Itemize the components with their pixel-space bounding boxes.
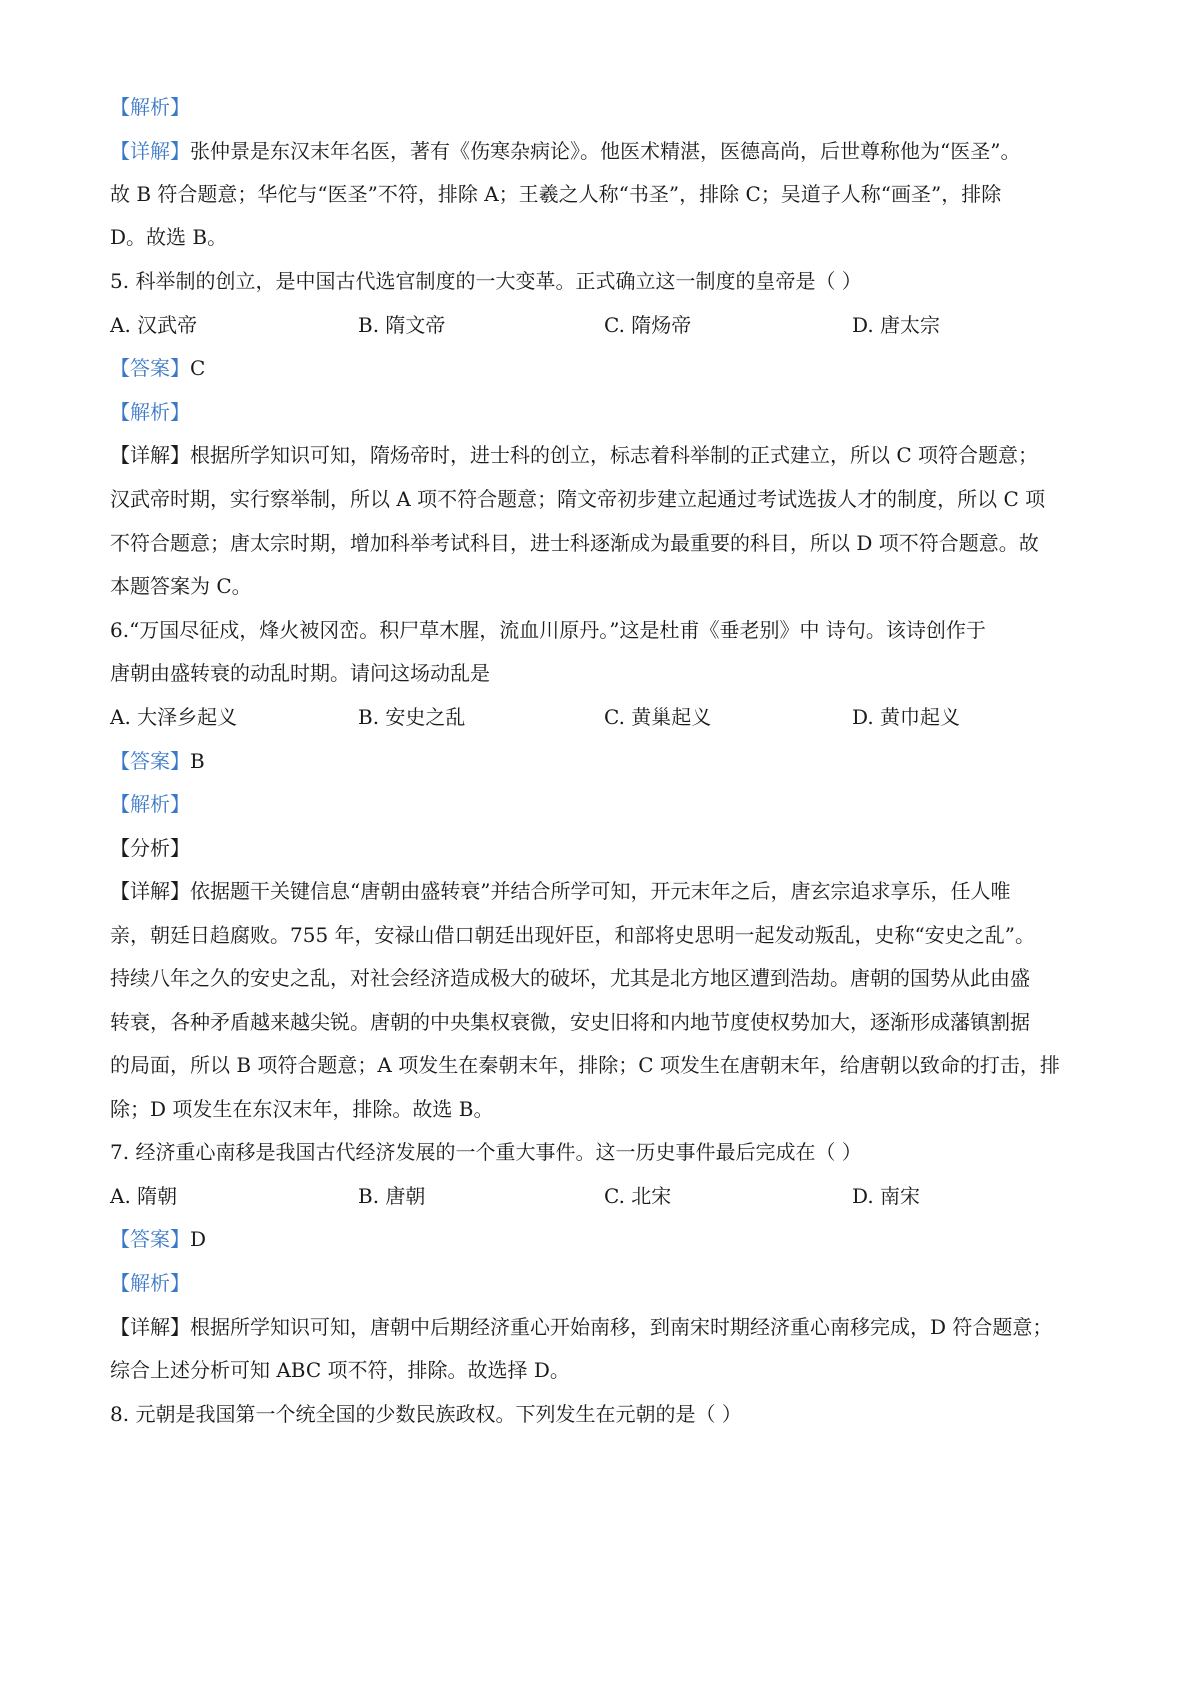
detail-line bbox=[110, 136, 1100, 166]
detail-line: 的局面，所以 B 项符合题意；A 项发生在秦朝末年，排除；C 项发生在唐朝末年，给唐朝以致命的打击，排 bbox=[110, 1053, 1060, 1077]
detail-line: 本题答案为 C。 bbox=[110, 574, 252, 598]
q6-option-c: C. 黄巢起义 bbox=[604, 705, 712, 729]
detail-tag: 【详解】 bbox=[110, 879, 190, 903]
answer-tag: 【答案】 bbox=[110, 356, 190, 380]
detail-line bbox=[110, 876, 1100, 906]
detail-tag: 【详解】 bbox=[110, 139, 190, 163]
fenxi-tag: 【分析】 bbox=[110, 836, 190, 860]
analysis-tag: 【解析】 bbox=[110, 1271, 190, 1295]
q5-option-b: B. 隋文帝 bbox=[358, 313, 446, 337]
q6-option-b: B. 安史之乱 bbox=[358, 705, 466, 729]
question-5-stem: 5. 科举制的创立，是中国古代选官制度的一大变革。正式确立这一制度的皇帝是（ ） bbox=[110, 269, 862, 293]
q5-answer-line bbox=[110, 353, 1100, 383]
detail-tag: 【详解】 bbox=[110, 443, 190, 467]
question-8-stem: 8. 元朝是我国第一个统全国的少数民族政权。下列发生在元朝的是（ ） bbox=[110, 1402, 742, 1426]
detail-text: 依据题干关键信息“唐朝由盛转衰”并结合所学可知，开元末年之后，唐玄宗追求享乐，任人唯 bbox=[190, 879, 1011, 903]
answer-value: C bbox=[190, 356, 206, 380]
question-6-stem: 6.“万国尽征戍，烽火被冈峦。积尸草木腥，流血川原丹。”这是杜甫《垂老别》中 诗句。该诗创作于 bbox=[110, 618, 986, 642]
detail-line bbox=[110, 1312, 1100, 1342]
q7-option-b: B. 唐朝 bbox=[358, 1184, 426, 1208]
detail-line: 除；D 项发生在东汉末年，排除。故选 B。 bbox=[110, 1097, 494, 1121]
detail-text: 根据所学知识可知，隋炀帝时，进士科的创立，标志着科举制的正式建立，所以 C 项符合题意； bbox=[190, 443, 1039, 467]
analysis-tag: 【解析】 bbox=[110, 400, 190, 424]
analysis-tag: 【解析】 bbox=[110, 792, 190, 816]
detail-line: 故 B 符合题意；华佗与“医圣”不符，排除 A；王羲之人称“书圣”，排除 C；吴道子人称“画圣”，排除 bbox=[110, 182, 1002, 206]
detail-text: 根据所学知识可知，唐朝中后期经济重心开始南移，到南宋时期经济重心南移完成，D 符合题意； bbox=[190, 1315, 1053, 1339]
q6-option-d: D. 黄巾起义 bbox=[852, 705, 961, 729]
q5-option-d: D. 唐太宗 bbox=[852, 313, 941, 337]
detail-line: 持续八年之久的安史之乱，对社会经济造成极大的破坏，尤其是北方地区遭到浩劫。唐朝的国势从此由盛 bbox=[110, 966, 1030, 990]
q7-option-c: C. 北宋 bbox=[604, 1184, 672, 1208]
analysis-tag: 【解析】 bbox=[110, 95, 190, 119]
detail-line bbox=[110, 440, 1100, 470]
answer-tag: 【答案】 bbox=[110, 749, 190, 773]
detail-line: 汉武帝时期，实行察举制，所以 A 项不符合题意；隋文帝初步建立起通过考试选拔人才的制度，所以 C 项 bbox=[110, 487, 1046, 511]
detail-line: 综合上述分析可知 ABC 项不符，排除。故选择 D。 bbox=[110, 1358, 570, 1382]
q7-option-a: A. 隋朝 bbox=[110, 1184, 178, 1208]
answer-value: D bbox=[190, 1227, 207, 1251]
detail-line: 不符合题意；唐太宗时期，增加科举考试科目，进士科逐渐成为最重要的科目，所以 D 项不符合题意。故 bbox=[110, 531, 1039, 555]
answer-value: B bbox=[190, 749, 205, 773]
q5-option-a: A. 汉武帝 bbox=[110, 313, 198, 337]
detail-line: 亲，朝廷日趋腐败。755 年，安禄山借口朝廷出现奸臣，和部将史思明一起发动叛乱，史称“安史之乱”。 bbox=[110, 923, 1035, 947]
q6-option-a: A. 大泽乡起义 bbox=[110, 705, 238, 729]
detail-tag: 【详解】 bbox=[110, 1315, 190, 1339]
answer-tag: 【答案】 bbox=[110, 1227, 190, 1251]
q7-option-d: D. 南宋 bbox=[852, 1184, 921, 1208]
detail-text: 张仲景是东汉末年名医，著有《伤寒杂病论》。他医术精湛，医德高尚，后世尊称他为“医圣”。 bbox=[190, 139, 1021, 163]
question-7-stem: 7. 经济重心南移是我国古代经济发展的一个重大事件。这一历史事件最后完成在（ ） bbox=[110, 1140, 862, 1164]
detail-line: 转衰，各种矛盾越来越尖锐。唐朝的中央集权衰微，安史旧将和内地节度使权势加大，逐渐形成藩镇割据 bbox=[110, 1010, 1030, 1034]
q7-answer-line bbox=[110, 1224, 1100, 1254]
q5-option-c: C. 隋炀帝 bbox=[604, 313, 692, 337]
q6-answer-line bbox=[110, 746, 1100, 776]
question-6-stem: 唐朝由盛转衰的动乱时期。请问这场动乱是 bbox=[110, 661, 490, 685]
detail-line: D。故选 B。 bbox=[110, 225, 228, 249]
